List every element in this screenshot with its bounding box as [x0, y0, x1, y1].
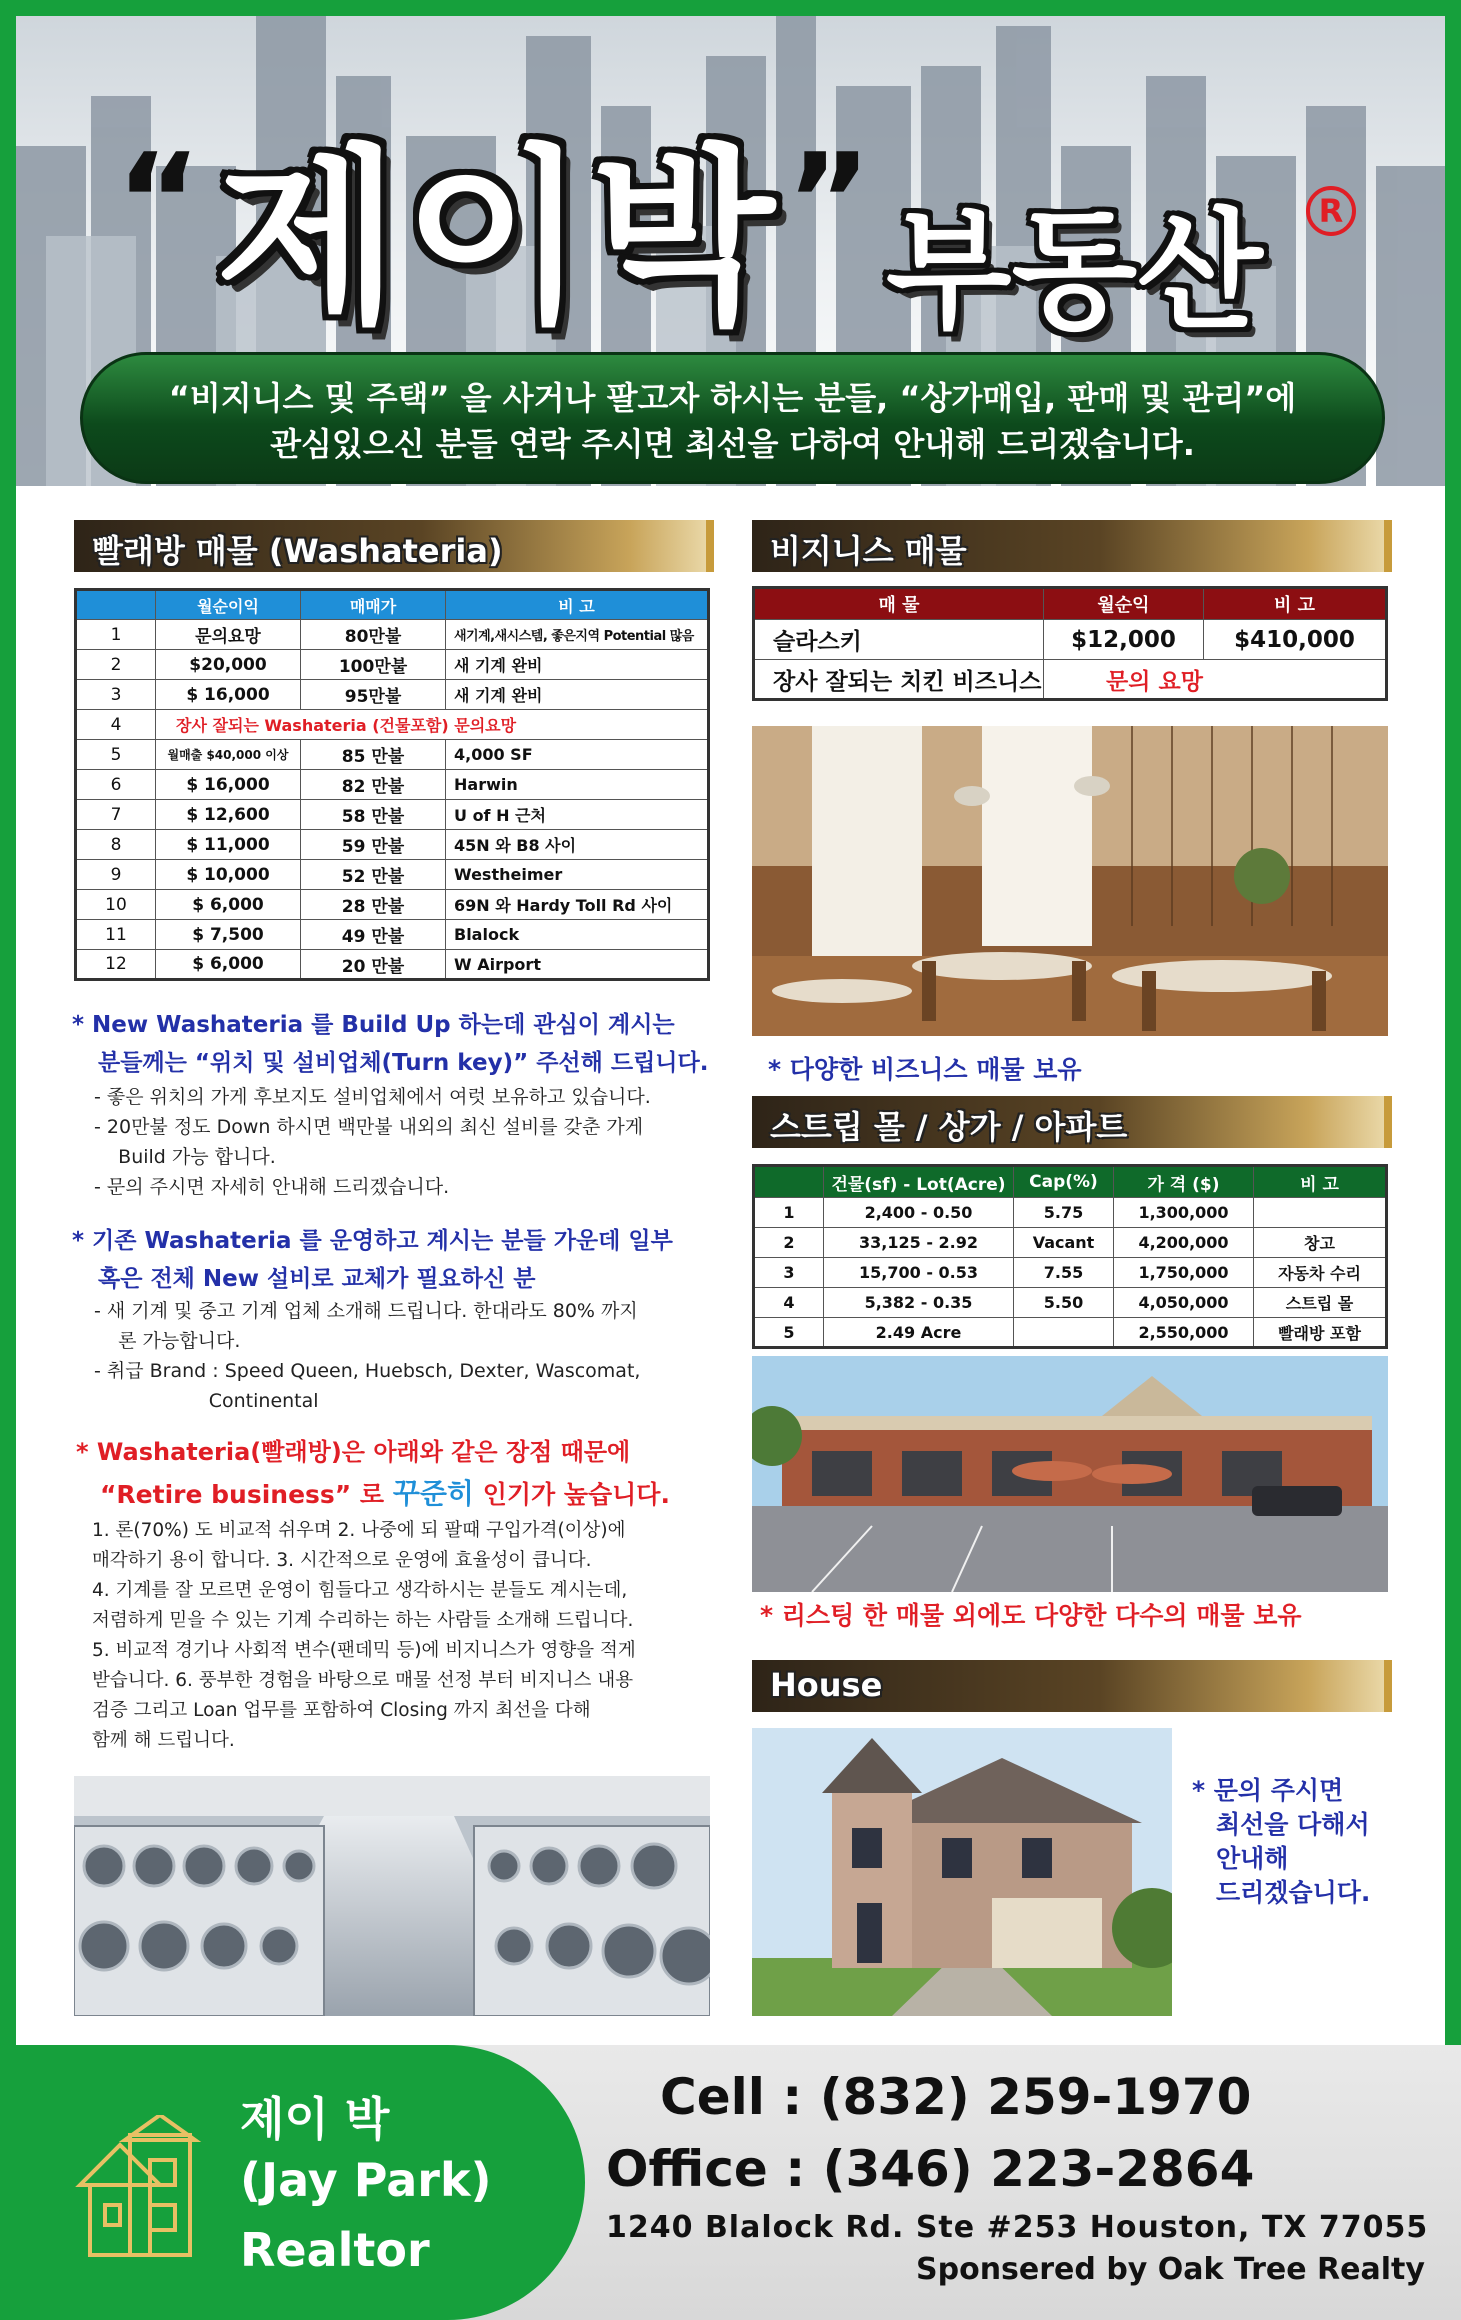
washateria-section-header [74, 520, 714, 572]
column-header: 비 고 [446, 590, 709, 620]
table-cell: 4,000 SF [446, 740, 709, 770]
table-cell: 95만불 [301, 680, 446, 710]
table-row [754, 1228, 1387, 1258]
office-phone[interactable]: Office : (346) 223-2864 [606, 2140, 1255, 2198]
sponsor-text: Sponsered by Oak Tree Realty [916, 2252, 1425, 2287]
list-item: 1. 론(70%) 도 비교적 쉬우며 2. 나중에 되 팔때 구입가격(이상)에 [92, 1520, 626, 1541]
table-cell: Westheimer [446, 860, 709, 890]
table-cell: $ 7,500 [156, 920, 301, 950]
table-cell: 2 [76, 650, 156, 680]
house-note [1192, 1774, 1370, 1910]
business-table [752, 586, 1388, 701]
table-header-row [76, 590, 709, 620]
table-cell: 52 만불 [301, 860, 446, 890]
table-cell: $ 6,000 [156, 890, 301, 920]
list-item: 검증 그리고 Loan 업무를 포함하여 Closing 까지 최선을 다해 [92, 1700, 591, 1721]
table-cell: 자동차 수리 [1254, 1258, 1387, 1288]
brand-subtitle: 부동산 [886, 195, 1263, 347]
table-cell-highlight: 장사 잘되는 Washateria (건물포함) 문의요망 [156, 710, 709, 740]
table-cell: U of H 근처 [446, 800, 709, 830]
table-row [76, 620, 709, 650]
list-item: - 새 기계 및 중고 기계 업체 소개해 드립니다. 한대라도 80% 까지 [94, 1300, 638, 1322]
table-cell: 문의요망 [156, 620, 301, 650]
table-row [754, 620, 1387, 660]
table-cell: $ 12,600 [156, 800, 301, 830]
footer-agent-panel [0, 2045, 585, 2320]
table-cell: 4 [76, 710, 156, 740]
table-cell: 3 [76, 680, 156, 710]
strip-mall-table [752, 1164, 1388, 1349]
house-section-header [752, 1660, 1392, 1712]
column-header: 건물(sf) - Lot(Acre) [824, 1166, 1014, 1198]
column-header: 월순익 [1044, 588, 1204, 620]
note-existing-subheading: 혹은 전체 New 설비로 교체가 필요하신 분 [98, 1266, 536, 1292]
table-cell: 5,382 - 0.35 [824, 1288, 1014, 1318]
close-quote-mark: ” [786, 125, 872, 277]
strip-mall-note: * 리스팅 한 매물 외에도 다양한 다수의 매물 보유 [760, 1601, 1302, 1630]
table-cell [1014, 1318, 1114, 1348]
list-item: 론 가능합니다. [94, 1330, 241, 1352]
business-section-header [752, 520, 1392, 572]
agent-name-korean: 제이 박 [240, 2092, 390, 2146]
office-address: 1240 Blalock Rd. Ste #253 Houston, TX 77055 [606, 2210, 1429, 2245]
table-cell: 33,125 - 2.92 [824, 1228, 1014, 1258]
table-cell: 창고 [1254, 1228, 1387, 1258]
strip-mall-section-header [752, 1096, 1392, 1148]
table-cell: 10 [76, 890, 156, 920]
registered-mark-icon: R [1306, 186, 1356, 236]
table-row [76, 710, 709, 740]
list-item: 함께 해 드립니다. [92, 1730, 235, 1751]
column-header: Cap(%) [1014, 1166, 1114, 1198]
business-note: * 다양한 비즈니스 매물 보유 [768, 1055, 1082, 1084]
list-item: 4. 기계를 잘 모르면 운영이 힘들다고 생각하시는 분들도 계시는데, [92, 1580, 628, 1601]
table-cell: 1,300,000 [1114, 1198, 1254, 1228]
column-header: 매 물 [754, 588, 1044, 620]
note-existing-heading: * 기존 Washateria 를 운영하고 계시는 분들 가운데 일부 [72, 1228, 673, 1254]
table-row [754, 1258, 1387, 1288]
note-advantages-heading: * Washateria(빨래방)은 아래와 같은 장점 때문에 [76, 1438, 631, 1466]
list-item: - 20만불 정도 Down 하시면 백만불 내외의 최신 설비를 갖춘 가게 [94, 1116, 644, 1138]
table-cell: $ 10,000 [156, 860, 301, 890]
note-build-up-heading: * New Washateria 를 Build Up 하는데 관심이 계시는 [72, 1012, 675, 1038]
table-cell: Blalock [446, 920, 709, 950]
table-cell: $ 16,000 [156, 680, 301, 710]
table-cell: 장사 잘되는 치킨 비즈니스 [754, 660, 1044, 700]
table-row [754, 1198, 1387, 1228]
intro-banner [80, 352, 1385, 484]
column-header: 비 고 [1204, 588, 1387, 620]
table-cell: $ 6,000 [156, 950, 301, 980]
banner-line-2: 관심있으신 분들 연락 주시면 최선을 다하여 안내해 드리겠습니다. [270, 425, 1195, 463]
table-cell: 7 [76, 800, 156, 830]
table-cell: 12 [76, 950, 156, 980]
table-cell: 3 [754, 1258, 824, 1288]
table-cell: 11 [76, 920, 156, 950]
column-header [754, 1166, 824, 1198]
table-cell: 4 [754, 1288, 824, 1318]
table-cell: 스트립 몰 [1254, 1288, 1387, 1318]
table-cell: 5.50 [1014, 1288, 1114, 1318]
washateria-table [74, 588, 710, 981]
note-build-up-list [94, 1082, 651, 1202]
table-cell: 6 [76, 770, 156, 800]
table-row [76, 740, 709, 770]
table-cell: $ 11,000 [156, 830, 301, 860]
house-note-line: 안내해 [1216, 1844, 1289, 1873]
house-logo-icon [70, 2115, 210, 2265]
table-cell: 5.75 [1014, 1198, 1114, 1228]
table-cell: 7.55 [1014, 1258, 1114, 1288]
table-cell: 월매출 $40,000 이상 [156, 740, 301, 770]
restaurant-photo [752, 726, 1388, 1036]
house-photo [752, 1728, 1172, 2016]
table-cell: $ 16,000 [156, 770, 301, 800]
table-cell: 20 만불 [301, 950, 446, 980]
table-cell: 4,200,000 [1114, 1228, 1254, 1258]
steady-emphasis-text: 꾸준히 [392, 1477, 474, 1510]
table-cell: 1 [76, 620, 156, 650]
table-cell: W Airport [446, 950, 709, 980]
table-cell [1254, 1198, 1387, 1228]
table-row [76, 920, 709, 950]
table-cell: 59 만불 [301, 830, 446, 860]
table-cell: 69N 와 Hardy Toll Rd 사이 [446, 890, 709, 920]
table-cell: Harwin [446, 770, 709, 800]
popularity-text: 인기가 높습니다. [482, 1480, 670, 1509]
table-cell: 4,050,000 [1114, 1288, 1254, 1318]
list-item: Continental [94, 1390, 319, 1412]
table-header-row [754, 588, 1387, 620]
table-cell: 58 만불 [301, 800, 446, 830]
table-row [76, 680, 709, 710]
table-row [754, 1318, 1387, 1348]
table-cell: 45N 와 B8 사이 [446, 830, 709, 860]
strip-mall-photo [752, 1356, 1388, 1592]
note-build-up-subheading: 분들께는 “위치 및 설비업체(Turn key)” 주선해 드립니다. [98, 1050, 709, 1076]
brand-title: 제이박 [216, 128, 779, 349]
table-cell: 82 만불 [301, 770, 446, 800]
table-cell: 9 [76, 860, 156, 890]
list-item: 저렴하게 믿을 수 있는 기계 수리하는 하는 사람들 소개해 드립니다. [92, 1610, 634, 1631]
washateria-section-title: 빨래방 매물 (Washateria) [92, 532, 503, 570]
house-note-line: 최선을 다해서 [1216, 1810, 1370, 1839]
table-cell: 100만불 [301, 650, 446, 680]
laundromat-photo [74, 1776, 710, 2016]
list-item: - 좋은 위치의 가게 후보지도 설비업체에서 여럿 보유하고 있습니다. [94, 1086, 651, 1108]
business-section-title: 비지니스 매물 [770, 532, 967, 570]
table-cell: 1,750,000 [1114, 1258, 1254, 1288]
table-cell: $410,000 [1204, 620, 1387, 660]
list-item: 5. 비교적 경기나 사회적 변수(팬데믹 등)에 비지니스가 영향을 적게 [92, 1640, 636, 1661]
table-header-row [754, 1166, 1387, 1198]
table-row [76, 770, 709, 800]
table-cell: 49 만불 [301, 920, 446, 950]
open-quote-mark: “ [116, 125, 202, 277]
list-item: - 취급 Brand : Speed Queen, Huebsch, Dexter, Wascomat, [94, 1360, 641, 1382]
note-existing-list [94, 1296, 640, 1416]
table-row [76, 830, 709, 860]
note-advantages-subheading [100, 1472, 670, 1512]
list-item: - 문의 주시면 자세히 안내해 드리겠습니다. [94, 1176, 450, 1198]
table-cell: 28 만불 [301, 890, 446, 920]
table-cell: 5 [76, 740, 156, 770]
table-cell: 2.49 Acre [824, 1318, 1014, 1348]
table-cell: 15,700 - 0.53 [824, 1258, 1014, 1288]
table-cell: 5 [754, 1318, 824, 1348]
table-row [76, 650, 709, 680]
column-header: 비 고 [1254, 1166, 1387, 1198]
table-cell: 1 [754, 1198, 824, 1228]
table-row [754, 660, 1387, 700]
table-cell: 85 만불 [301, 740, 446, 770]
column-header: 가 격 ($) [1114, 1166, 1254, 1198]
table-row [76, 860, 709, 890]
table-cell: 새 기계 완비 [446, 680, 709, 710]
table-cell: 새기계,새시스템, 좋은지역 Potential 많음 [446, 620, 709, 650]
house-note-line: 드리겠습니다. [1216, 1878, 1371, 1907]
retire-business-text: “Retire business” 로 [100, 1480, 385, 1509]
list-item: Build 가능 합니다. [94, 1146, 276, 1168]
table-cell: Vacant [1014, 1228, 1114, 1258]
table-cell: $20,000 [156, 650, 301, 680]
table-cell: 슬라스키 [754, 620, 1044, 660]
table-row [76, 890, 709, 920]
list-item: 매각하기 용이 합니다. 3. 시간적으로 운영에 효율성이 큽니다. [92, 1550, 592, 1571]
agent-role: Realtor [240, 2223, 430, 2277]
list-item: 받습니다. 6. 풍부한 경험을 바탕으로 매물 선정 부터 비지니스 내용 [92, 1670, 634, 1691]
table-row [76, 800, 709, 830]
table-cell: 새 기계 완비 [446, 650, 709, 680]
table-cell: $12,000 [1044, 620, 1204, 660]
strip-mall-section-title: 스트립 몰 / 상가 / 아파트 [770, 1108, 1128, 1146]
column-header: 월순이익 [156, 590, 301, 620]
table-row [76, 950, 709, 980]
column-header [76, 590, 156, 620]
table-row [754, 1288, 1387, 1318]
table-cell: 2,550,000 [1114, 1318, 1254, 1348]
table-cell: 2,400 - 0.50 [824, 1198, 1014, 1228]
cell-phone[interactable]: Cell : (832) 259-1970 [660, 2068, 1252, 2126]
banner-line-1: “비지니스 및 주택” 을 사거나 팔고자 하시는 분들, “상가매입, 판매 및 관리”에 [168, 379, 1297, 417]
advantages-list [92, 1516, 636, 1756]
house-note-line: * 문의 주시면 [1192, 1776, 1344, 1805]
table-cell: 8 [76, 830, 156, 860]
table-cell: 80만불 [301, 620, 446, 650]
table-cell: 빨래방 포함 [1254, 1318, 1387, 1348]
table-cell-highlight: 문의 요망 [1044, 660, 1387, 700]
house-section-title: House [770, 1666, 883, 1704]
table-cell: 2 [754, 1228, 824, 1258]
column-header: 매매가 [301, 590, 446, 620]
agent-name-english: (Jay Park) [240, 2153, 492, 2207]
